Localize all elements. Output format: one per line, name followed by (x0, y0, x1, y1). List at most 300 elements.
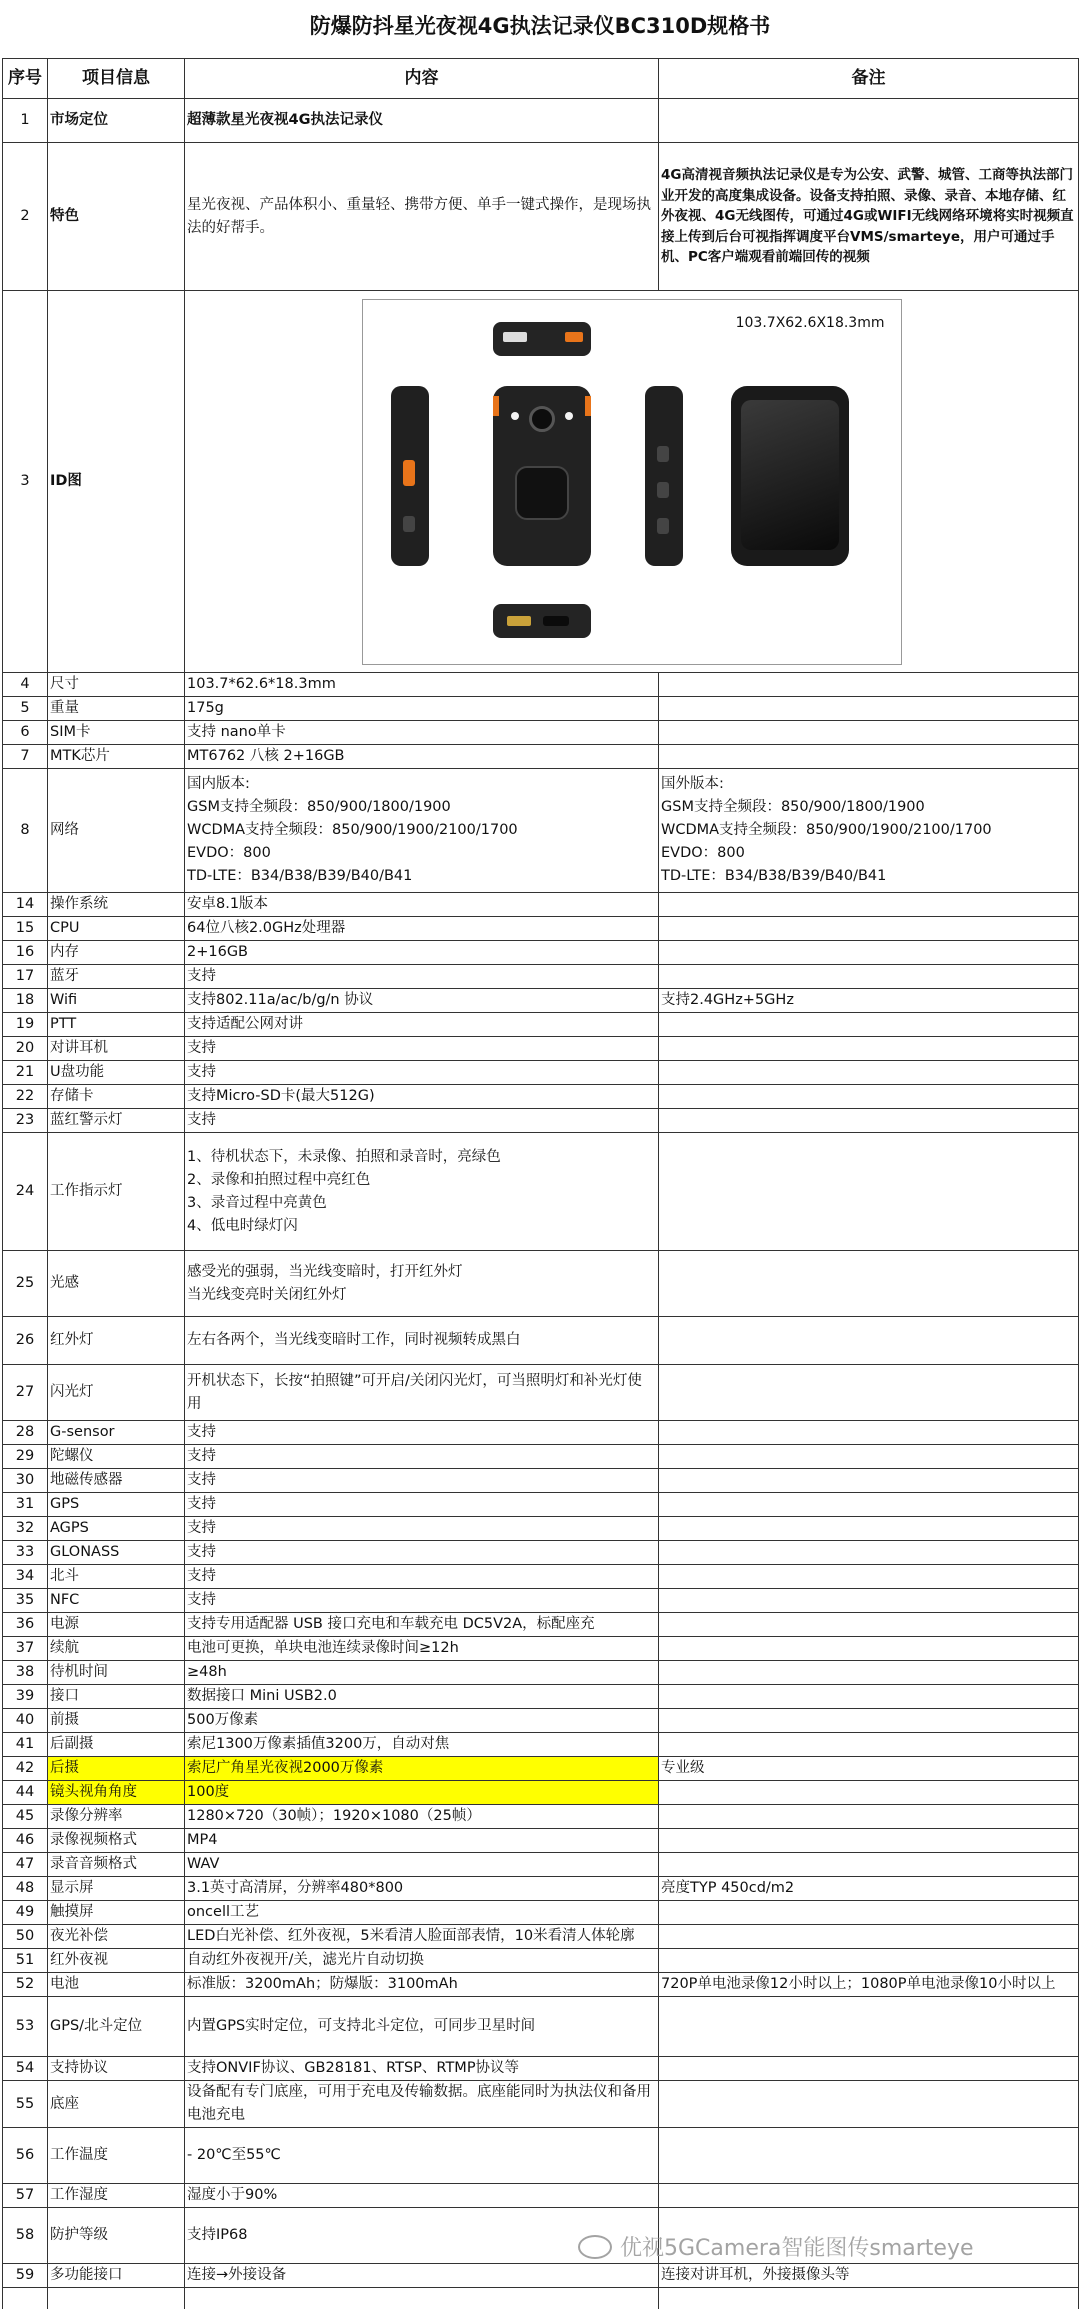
network-line: TD-LTE：B34/B38/B39/B40/B41 (187, 868, 413, 884)
row-item: GLONASS (48, 1541, 185, 1565)
row-no: 31 (3, 1493, 48, 1517)
row-content: MP4 (185, 1829, 659, 1853)
row-item: AGPS (48, 1517, 185, 1541)
table-row (3, 1085, 1079, 1109)
row-content: ≥48h (185, 1661, 659, 1685)
row-item: 电源 (48, 1613, 185, 1637)
indicator-line: 1、待机状态下，未录像、拍照和录音时，亮绿色 (187, 1148, 501, 1165)
row-content: 支持IP68 (185, 2208, 659, 2264)
row-note (659, 917, 1079, 941)
row-content: 103.7*62.6*18.3mm (185, 673, 659, 697)
row-item: 显示屏 (48, 1877, 185, 1901)
table-row (3, 1589, 1079, 1613)
network-line: EVDO：800 (187, 845, 271, 861)
table-row (3, 917, 1079, 941)
row-content: LED白光补偿、红外夜视，5米看清人脸面部表情，10米看清人体轮廓 (185, 1925, 659, 1949)
row-item: G-sensor (48, 1421, 185, 1445)
row-content-indicator (185, 1133, 659, 1251)
row-item: 工作温度 (48, 2128, 185, 2184)
row-no: 16 (3, 941, 48, 965)
network-line: TD-LTE：B34/B38/B39/B40/B41 (661, 868, 887, 884)
table-row (3, 1637, 1079, 1661)
row-content: 支持 (185, 1493, 659, 1517)
table-row (3, 1251, 1079, 1317)
row-note (659, 99, 1079, 143)
row-item: 地磁传感器 (48, 1469, 185, 1493)
table-row (3, 1445, 1079, 1469)
table-row (3, 1013, 1079, 1037)
row-item: GPS (48, 1493, 185, 1517)
row-note: 支持2.4GHz+5GHz (659, 989, 1079, 1013)
row-no: 30 (3, 1469, 48, 1493)
row-item: 前摄 (48, 1709, 185, 1733)
network-line: 国内版本: (187, 776, 250, 792)
row-no: 45 (3, 1805, 48, 1829)
row-note (659, 1613, 1079, 1637)
row-item: NFC (48, 1589, 185, 1613)
table-row (3, 1133, 1079, 1251)
row-item: MTK芯片 (48, 745, 185, 769)
row-note (659, 2057, 1079, 2081)
row-no: 21 (3, 1061, 48, 1085)
table-row (3, 2288, 1079, 2309)
table-row (3, 941, 1079, 965)
row-no: 41 (3, 1733, 48, 1757)
row-note (659, 721, 1079, 745)
row-item: 后摄 (48, 1757, 185, 1781)
row-note (659, 1805, 1079, 1829)
table-row (3, 2057, 1079, 2081)
row-item: 光感 (48, 1251, 185, 1317)
row-item: 尺寸 (48, 673, 185, 697)
wechat-icon (578, 2235, 612, 2259)
row-item: 续航 (48, 1637, 185, 1661)
table-row (3, 291, 1079, 673)
row-note (659, 1133, 1079, 1251)
row-item: CPU (48, 917, 185, 941)
device-bottom-view (493, 604, 591, 638)
row-content: 支持 (185, 1565, 659, 1589)
table-row (3, 1037, 1079, 1061)
row-content: 支持 (185, 1445, 659, 1469)
document-title: 防爆防抖星光夜视4G执法记录仪BC310D规格书 (309, 14, 771, 38)
table-row (3, 2081, 1079, 2128)
row-note (659, 2288, 1079, 2309)
row-item: PTT (48, 1013, 185, 1037)
table-row (3, 99, 1079, 143)
row-no: 23 (3, 1109, 48, 1133)
row-item: 闪光灯 (48, 1365, 185, 1421)
row-item: 内存 (48, 941, 185, 965)
row-content: 支持802.11a/ac/b/g/n 协议 (185, 989, 659, 1013)
header-item: 项目信息 (48, 59, 185, 99)
row-note (659, 1517, 1079, 1541)
row-note (659, 1685, 1079, 1709)
table-row (3, 1685, 1079, 1709)
row-no: 15 (3, 917, 48, 941)
row-item: 陀螺仪 (48, 1445, 185, 1469)
row-content: 支持ONVIF协议、GB28181、RTSP、RTMP协议等 (185, 2057, 659, 2081)
table-header-row (3, 59, 1079, 99)
row-note: 连接对讲耳机，外接摄像头等 (659, 2264, 1079, 2288)
table-row (3, 1613, 1079, 1637)
row-content: - 20℃至55℃ (185, 2128, 659, 2184)
table-row (3, 1805, 1079, 1829)
table-row (3, 1997, 1079, 2057)
row-item: GPS/北斗定位 (48, 1997, 185, 2057)
row-item: 市场定位 (48, 99, 185, 143)
row-note-network-overseas (659, 769, 1079, 893)
row-item: 录音音频格式 (48, 1853, 185, 1877)
header-no: 序号 (3, 59, 48, 99)
row-content: 左右各两个，当光线变暗时工作，同时视频转成黑白 (185, 1317, 659, 1365)
row-no: 33 (3, 1541, 48, 1565)
row-content: 支持 (185, 1061, 659, 1085)
row-no: 58 (3, 2208, 48, 2264)
row-note (659, 1925, 1079, 1949)
row-content: 自动红外夜视开/关，滤光片自动切换 (185, 1949, 659, 1973)
row-no: 34 (3, 1565, 48, 1589)
row-item: 对讲耳机 (48, 1037, 185, 1061)
row-no: 2 (3, 143, 48, 291)
row-note (659, 1733, 1079, 1757)
row-note (659, 1709, 1079, 1733)
row-content: 支持Micro-SD卡(最大512G) (185, 1085, 659, 1109)
table-row (3, 1661, 1079, 1685)
row-note (659, 1949, 1079, 1973)
row-content: 支持 (185, 1541, 659, 1565)
row-no: 27 (3, 1365, 48, 1421)
row-no: 29 (3, 1445, 48, 1469)
row-no: 7 (3, 745, 48, 769)
row-content: 标准版：3200mAh；防爆版：3100mAh (185, 1973, 659, 1997)
row-item: 待机时间 (48, 1661, 185, 1685)
row-content: 175g (185, 697, 659, 721)
row-no: 19 (3, 1013, 48, 1037)
table-row (3, 1901, 1079, 1925)
row-content: 1280×720（30帧）；1920×1080（25帧） (185, 1805, 659, 1829)
row-note (659, 1109, 1079, 1133)
row-content: MT6762 八核 2+16GB (185, 745, 659, 769)
row-no: 59 (3, 2264, 48, 2288)
table-row (3, 965, 1079, 989)
row-item: U盘功能 (48, 1061, 185, 1085)
row-content: 支持 (185, 1517, 659, 1541)
row-no: 40 (3, 1709, 48, 1733)
row-item: 红外夜视 (48, 1949, 185, 1973)
row-note (659, 1565, 1079, 1589)
table-row (3, 1733, 1079, 1757)
row-no: 38 (3, 1661, 48, 1685)
row-no: 39 (3, 1685, 48, 1709)
table-row (3, 2184, 1079, 2208)
row-no: 42 (3, 1757, 48, 1781)
row-item: 录像分辨率 (48, 1805, 185, 1829)
table-row (3, 1853, 1079, 1877)
table-row (3, 1421, 1079, 1445)
row-content: 支持 (185, 1469, 659, 1493)
row-item: 夜光补偿 (48, 1925, 185, 1949)
row-no: 18 (3, 989, 48, 1013)
row-note (659, 1037, 1079, 1061)
table-row (3, 1949, 1079, 1973)
row-no: 56 (3, 2128, 48, 2184)
row-item: 北斗 (48, 1565, 185, 1589)
row-content: 超薄款星光夜视4G执法记录仪 (185, 99, 659, 143)
row-content: 支持 (185, 1109, 659, 1133)
row-note (659, 1421, 1079, 1445)
row-item: 接口 (48, 1685, 185, 1709)
row-content: 100度 (185, 1781, 659, 1805)
row-content: 星光夜视、产品体积小、重量轻、携带方便、单手一键式操作，是现场执法的好帮手。 (185, 143, 659, 291)
row-content: 64位八核2.0GHz处理器 (185, 917, 659, 941)
row-no: 17 (3, 965, 48, 989)
row-item: 防护等级 (48, 2208, 185, 2264)
row-no: 36 (3, 1613, 48, 1637)
table-row (3, 1061, 1079, 1085)
row-no: 26 (3, 1317, 48, 1365)
row-no: 25 (3, 1251, 48, 1317)
row-content: 内置GPS实时定位，可支持北斗定位，可同步卫星时间 (185, 1997, 659, 2057)
row-content: 设备配有专门底座，可用于充电及传输数据。底座能同时为执法仪和备用电池充电 (185, 2081, 659, 2128)
row-no: 54 (3, 2057, 48, 2081)
row-note (659, 1469, 1079, 1493)
row-content: oncell工艺 (185, 1901, 659, 1925)
row-item: Wifi (48, 989, 185, 1013)
device-left-side-view (391, 386, 429, 566)
table-row (3, 769, 1079, 893)
table-row (3, 1317, 1079, 1365)
row-no: 6 (3, 721, 48, 745)
row-note (659, 893, 1079, 917)
row-note: 专业级 (659, 1757, 1079, 1781)
table-row (3, 673, 1079, 697)
row-no: 55 (3, 2081, 48, 2128)
row-note (659, 1013, 1079, 1037)
table-row (3, 721, 1079, 745)
row-note (659, 1637, 1079, 1661)
row-note (659, 1061, 1079, 1085)
row-item: 蓝牙 (48, 965, 185, 989)
row-note (659, 1317, 1079, 1365)
row-item: 存储卡 (48, 1085, 185, 1109)
table-row (3, 1565, 1079, 1589)
row-no: 52 (3, 1973, 48, 1997)
network-line: GSM支持全频段：850/900/1800/1900 (661, 799, 925, 815)
row-content: 湿度小于90% (185, 2184, 659, 2208)
table-row (3, 697, 1079, 721)
row-item: 多功能接口 (48, 2264, 185, 2288)
row-content: 连接→外接设备 (185, 2264, 659, 2288)
row-content: 索尼1300万像素插值3200万，自动对焦 (185, 1733, 659, 1757)
row-item: 网络 (48, 769, 185, 893)
row-item: 工作指示灯 (48, 1133, 185, 1251)
row-note: 720P单电池录像12小时以上；1080P单电池录像10小时以上 (659, 1973, 1079, 1997)
table-row (3, 745, 1079, 769)
id-image-cell (185, 291, 1079, 673)
table-row (3, 1365, 1079, 1421)
table-row (3, 143, 1079, 291)
row-item: 触摸屏 (48, 1901, 185, 1925)
table-row (3, 1517, 1079, 1541)
network-line: 国外版本: (661, 776, 724, 792)
row-content: 索尼广角星光夜视2000万像素 (185, 1757, 659, 1781)
table-row (3, 893, 1079, 917)
row-item: SIM卡 (48, 721, 185, 745)
row-note (659, 1829, 1079, 1853)
row-item: 录像视频格式 (48, 1829, 185, 1853)
row-note (659, 1493, 1079, 1517)
row-content: 支持 (185, 965, 659, 989)
row-note (659, 1781, 1079, 1805)
row-no: 53 (3, 1997, 48, 2057)
row-note (659, 941, 1079, 965)
indicator-line: 2、录像和拍照过程中亮红色 (187, 1171, 371, 1188)
network-line: WCDMA支持全频段：850/900/1900/2100/1700 (187, 822, 518, 838)
row-item: 镜头视角角度 (48, 1781, 185, 1805)
row-no: 1 (3, 99, 48, 143)
indicator-line: 3、录音过程中亮黄色 (187, 1194, 327, 1211)
table-row (3, 1757, 1079, 1781)
table-row (3, 1709, 1079, 1733)
row-content-network-domestic (185, 769, 659, 893)
row-content: 支持专用适配器 USB 接口充电和车载充电 DC5V2A，标配座充 (185, 1613, 659, 1637)
row-no: 57 (3, 2184, 48, 2208)
row-no: 44 (3, 1781, 48, 1805)
row-no: 22 (3, 1085, 48, 1109)
row-no: 37 (3, 1637, 48, 1661)
row-note (659, 1365, 1079, 1421)
row-content: 支持 (185, 1589, 659, 1613)
table-row (3, 1877, 1079, 1901)
spec-table (2, 58, 1079, 2309)
row-content: 支持 nano单卡 (185, 721, 659, 745)
table-row (3, 1925, 1079, 1949)
row-content: 开机状态下，长按“拍照键”可开启/关闭闪光灯，可当照明灯和补光灯使用 (185, 1365, 659, 1421)
header-note: 备注 (659, 59, 1079, 99)
row-note (659, 2128, 1079, 2184)
row-note (659, 1901, 1079, 1925)
row-no: 28 (3, 1421, 48, 1445)
row-no: 47 (3, 1853, 48, 1877)
row-note (659, 1445, 1079, 1469)
row-note: 亮度TYP 450cd/m2 (659, 1877, 1079, 1901)
row-note (659, 745, 1079, 769)
row-content: WAV (185, 1853, 659, 1877)
table-row (3, 1781, 1079, 1805)
row-note (659, 697, 1079, 721)
row-no: 4 (3, 673, 48, 697)
network-line: GSM支持全频段：850/900/1800/1900 (187, 799, 451, 815)
row-no: 50 (3, 1925, 48, 1949)
row-content: 数据接口 Mini USB2.0 (185, 1685, 659, 1709)
row-item: ID图 (48, 291, 185, 673)
row-content: 500万像素 (185, 1709, 659, 1733)
row-content: 安卓8.1版本 (185, 893, 659, 917)
device-top-view (493, 322, 591, 356)
row-item: 操作系统 (48, 893, 185, 917)
row-content-light-sense (185, 1251, 659, 1317)
row-note (659, 2081, 1079, 2128)
row-no: 35 (3, 1589, 48, 1613)
row-note (659, 673, 1079, 697)
image-dimensions-caption: 103.7X62.6X18.3mm (735, 314, 885, 331)
row-note (659, 1085, 1079, 1109)
row-note: 4G高清视音频执法记录仪是专为公安、武警、城管、工商等执法部门业开发的高度集成设备。设备支持拍照、录像、录音、本地存储、红外夜视、4G无线图传，可通过4G或WIFI无线网络环境将实时视频直接上传到后台可视指挥调度平台VMS/smarteye，用户可通过手机、PC客户端观看前端回传的视频 (659, 143, 1079, 291)
row-note (659, 1853, 1079, 1877)
row-content: 支持适配公网对讲 (185, 1013, 659, 1037)
light-sense-line: 当光线变亮时关闭红外灯 (187, 1286, 347, 1303)
light-sense-line: 感受光的强弱，当光线变暗时，打开红外灯 (187, 1263, 463, 1280)
row-note (659, 1997, 1079, 2057)
row-note (659, 965, 1079, 989)
row-item: 底座 (48, 2081, 185, 2128)
header-content: 内容 (185, 59, 659, 99)
row-no (3, 2288, 48, 2309)
device-right-side-view (645, 386, 683, 566)
row-content: 2+16GB (185, 941, 659, 965)
table-row (3, 1493, 1079, 1517)
row-no: 46 (3, 1829, 48, 1853)
row-no: 5 (3, 697, 48, 721)
table-row (3, 2128, 1079, 2184)
row-note (659, 1661, 1079, 1685)
row-note (659, 1589, 1079, 1613)
row-no: 24 (3, 1133, 48, 1251)
row-no: 32 (3, 1517, 48, 1541)
row-no: 20 (3, 1037, 48, 1061)
row-note (659, 1251, 1079, 1317)
table-row (3, 2264, 1079, 2288)
row-item: 支持协议 (48, 2057, 185, 2081)
row-item: 后副摄 (48, 1733, 185, 1757)
row-item: 特色 (48, 143, 185, 291)
network-line: WCDMA支持全频段：850/900/1900/2100/1700 (661, 822, 992, 838)
row-note (659, 2184, 1079, 2208)
row-content: 电池可更换，单块电池连续录像时间≥12h (185, 1637, 659, 1661)
row-note (659, 1541, 1079, 1565)
row-item (48, 2288, 185, 2309)
table-row (3, 989, 1079, 1013)
row-content: 支持 (185, 1421, 659, 1445)
row-no: 14 (3, 893, 48, 917)
row-content (185, 2288, 659, 2309)
row-item: 电池 (48, 1973, 185, 1997)
row-no: 51 (3, 1949, 48, 1973)
table-row (3, 1469, 1079, 1493)
row-item: 工作湿度 (48, 2184, 185, 2208)
row-item: 重量 (48, 697, 185, 721)
row-content: 支持 (185, 1037, 659, 1061)
network-line: EVDO：800 (661, 845, 745, 861)
row-no: 48 (3, 1877, 48, 1901)
table-row (3, 1829, 1079, 1853)
watermark-text: 优视5GCamera智能图传smarteye (620, 2236, 974, 2261)
device-screen-view (731, 386, 849, 566)
device-front-view (493, 386, 591, 566)
indicator-line: 4、低电时绿灯闪 (187, 1217, 298, 1234)
device-id-image (362, 299, 902, 665)
row-no: 49 (3, 1901, 48, 1925)
table-row (3, 1109, 1079, 1133)
table-row (3, 1541, 1079, 1565)
table-row (3, 1973, 1079, 1997)
watermark (578, 2234, 974, 2264)
row-item: 红外灯 (48, 1317, 185, 1365)
row-no: 8 (3, 769, 48, 893)
row-no: 3 (3, 291, 48, 673)
row-content: 3.1英寸高清屏，分辨率480*800 (185, 1877, 659, 1901)
